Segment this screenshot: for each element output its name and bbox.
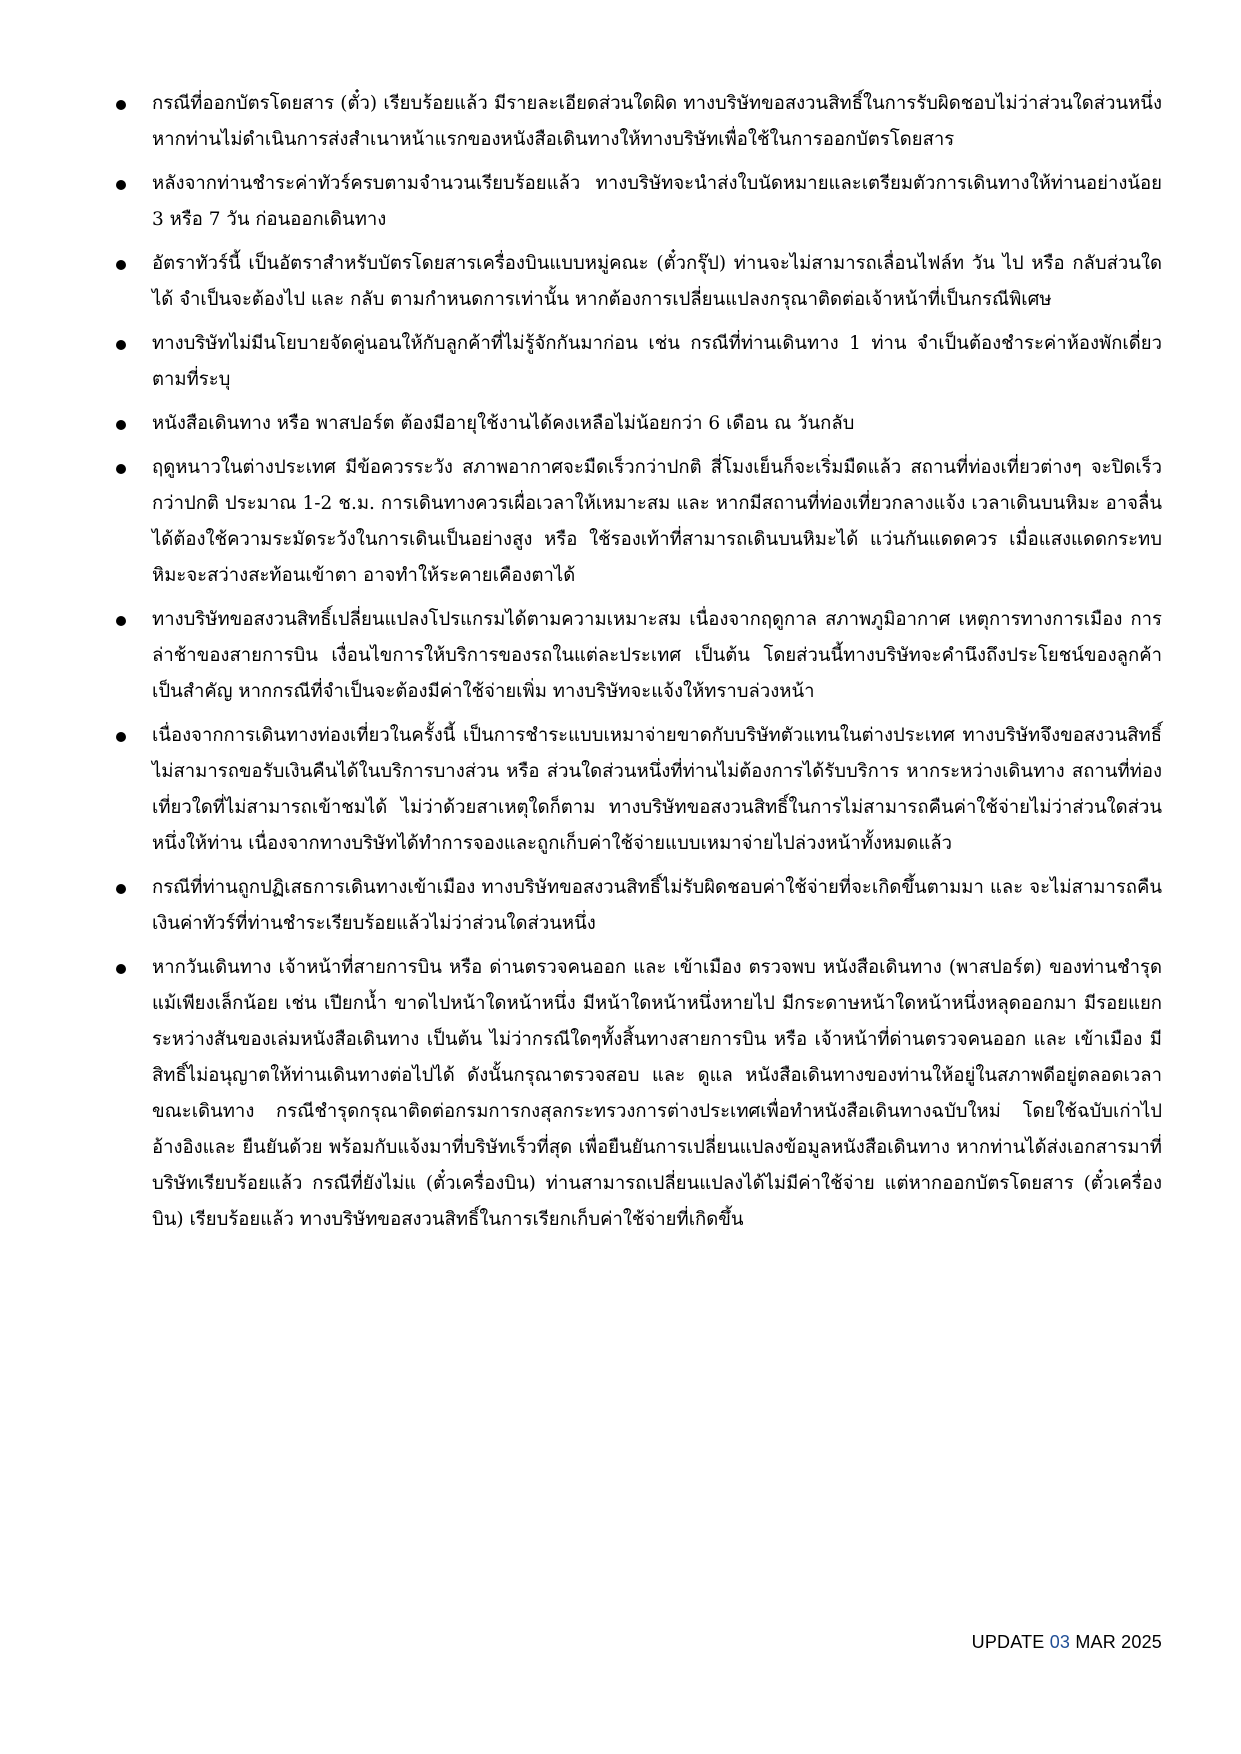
update-day: 03 bbox=[1049, 1632, 1071, 1652]
bullet-icon bbox=[116, 884, 126, 894]
update-suffix: MAR 2025 bbox=[1070, 1632, 1162, 1652]
list-item-text: กรณีที่ออกบัตรโดยสาร (ตั๋ว) เรียบร้อยแล้ว มีรายละเอียดส่วนใดผิด ทางบริษัทขอสงวนสิทธิ์ในการรับผิดชอบไม่ว่าส่วนใดส่วนหนึ่ง หากท่านไม่ดำเนินการส่งสำเนาหน้าแรกของหนังสือเดินทางให้ทางบริษัทเพื่อใช้ในการออกบัตรโดยสาร bbox=[152, 93, 1162, 150]
bullet-icon bbox=[116, 464, 126, 474]
list-item-text: ฤดูหนาวในต่างประเทศ มีข้อควรระวัง สภาพอากาศจะมืดเร็วกว่าปกติ สี่โมงเย็นก็จะเริ่มมืดแล้ว สถานที่ท่องเที่ยวต่างๆ จะปิดเร็วกว่าปกติ ประมาณ 1-2 ช.ม. การเดินทางควรเผื่อเวลาให้เหมาะสม และ หากมีสถานที่ท่องเที่ยวกลางแจ้ง เวลาเดินบนหิมะ อาจลื่นได้ต้องใช้ความระมัดระวังในการเดินเป็นอย่างสูง หรือ ใช้รองเท้าที่สามารถเดินบนหิมะได้ แว่นกันแดดควร เมื่อแสงแดดกระทบหิมะจะสว่างสะท้อนเข้าตา อาจทำให้ระคายเคืองตาได้ bbox=[152, 457, 1162, 586]
bullet-icon bbox=[116, 260, 126, 270]
list-item bbox=[116, 718, 1162, 862]
bullet-icon bbox=[116, 420, 126, 430]
list-item bbox=[116, 406, 1162, 442]
bullet-icon bbox=[116, 100, 126, 110]
update-prefix: UPDATE bbox=[971, 1632, 1050, 1652]
list-item bbox=[116, 86, 1162, 158]
list-item-text: หนังสือเดินทาง หรือ พาสปอร์ต ต้องมีอายุใช้งานได้คงเหลือไม่น้อยกว่า 6 เดือน ณ วันกลับ bbox=[152, 413, 855, 434]
list-item-text: กรณีที่ท่านถูกปฏิเสธการเดินทางเข้าเมือง ทางบริษัทขอสงวนสิทธิ์ไม่รับผิดชอบค่าใช้จ่ายที่จะเกิดขึ้นตามมา และ จะไม่สามารถคืนเงินค่าทัวร์ที่ท่านชำระเรียบร้อยแล้วไม่ว่าส่วนใดส่วนหนึ่ง bbox=[152, 877, 1162, 934]
list-item bbox=[116, 246, 1162, 318]
list-item-text: เนื่องจากการเดินทางท่องเที่ยวในครั้งนี้ เป็นการชำระแบบเหมาจ่ายขาดกับบริษัทตัวแทนในต่างประเทศ ทางบริษัทจึงขอสงวนสิทธิ์ ไม่สามารถขอรับเงินคืนได้ในบริการบางส่วน หรือ ส่วนใดส่วนหนึ่งที่ท่านไม่ต้องการได้รับบริการ หากระหว่างเดินทาง สถานที่ท่องเที่ยวใดที่ไม่สามารถเข้าชมได้ ไม่ว่าด้วยสาเหตุใดก็ตาม ทางบริษัทขอสงวนสิทธิ์ในการไม่สามารถคืนค่าใช้จ่ายไม่ว่าส่วนใดส่วนหนึ่งให้ท่าน เนื่องจากทางบริษัทได้ทำการจองและถูกเก็บค่าใช้จ่ายแบบเหมาจ่ายไปล่วงหน้าทั้งหมดแล้ว bbox=[152, 725, 1162, 854]
list-item-text: อัตราทัวร์นี้ เป็นอัตราสำหรับบัตรโดยสารเครื่องบินแบบหมู่คณะ (ตั๋วกรุ๊ป) ท่านจะไม่สามารถเลื่อนไฟล์ท วัน ไป หรือ กลับส่วนใดได้ จำเป็นจะต้องไป และ กลับ ตามกำหนดการเท่านั้น หากต้องการเปลี่ยนแปลงกรุณาติดต่อเจ้าหน้าที่เป็นกรณีพิเศษ bbox=[152, 253, 1162, 310]
list-item-text: ทางบริษัทขอสงวนสิทธิ์เปลี่ยนแปลงโปรแกรมได้ตามความเหมาะสม เนื่องจากฤดูกาล สภาพภูมิอากาศ เหตุการทางการเมือง การล่าช้าของสายการบิน เงื่อนไขการให้บริการของรถในแต่ละประเทศ เป็นต้น โดยส่วนนี้ทางบริษัทจะคำนึงถึงประโยชน์ของลูกค้าเป็นสำคัญ หากกรณีที่จำเป็นจะต้องมีค่าใช้จ่ายเพิ่ม ทางบริษัทจะแจ้งให้ทราบล่วงหน้า bbox=[152, 609, 1162, 702]
list-item-text: หลังจากท่านชำระค่าทัวร์ครบตามจำนวนเรียบร้อยแล้ว ทางบริษัทจะนำส่งใบนัดหมายและเตรียมตัวการเดินทางให้ท่านอย่างน้อย 3 หรือ 7 วัน ก่อนออกเดินทาง bbox=[152, 173, 1162, 230]
update-footer bbox=[972, 1632, 1162, 1653]
list-item bbox=[116, 166, 1162, 238]
list-item bbox=[116, 602, 1162, 710]
bullet-icon bbox=[116, 616, 126, 626]
terms-list bbox=[116, 86, 1162, 1246]
list-item bbox=[116, 326, 1162, 398]
list-item bbox=[116, 450, 1162, 594]
bullet-icon bbox=[116, 732, 126, 742]
bullet-icon bbox=[116, 180, 126, 190]
list-item bbox=[116, 870, 1162, 942]
list-item bbox=[116, 950, 1162, 1238]
bullet-icon bbox=[116, 340, 126, 350]
list-item-text: หากวันเดินทาง เจ้าหน้าที่สายการบิน หรือ ด่านตรวจคนออก และ เข้าเมือง ตรวจพบ หนังสือเดินทาง (พาสปอร์ต) ของท่านชำรุดแม้เพียงเล็กน้อย เช่น เปียกน้ำ ขาดไปหน้าใดหน้าหนึ่ง มีหน้าใดหน้าหนึ่งหายไป มีกระดาษหน้าใดหน้าหนึ่งหลุดออกมา มีรอยแยกระหว่างสันของเล่มหนังสือเดินทาง เป็นต้น ไม่ว่ากรณีใดๆทั้งสิ้นทางสายการบิน หรือ เจ้าหน้าที่ด่านตรวจคนออก และ เข้าเมือง มีสิทธิ์ไม่อนุญาตให้ท่านเดินทางต่อไปได้ ดังนั้นกรุณาตรวจสอบ และ ดูแล หนังสือเดินทางของท่านให้อยู่ในสภาพดีอยู่ตลอดเวลา ขณะเดินทาง กรณีชำรุดกรุณาติดต่อกรมการกงสุลกระทรวงการต่างประเทศเพื่อทำหนังสือเดินทางฉบับใหม่ โดยใช้ฉบับเก่าไปอ้างอิงและ ยืนยันด้วย พร้อมกับแจ้งมาที่บริษัทเร็วที่สุด เพื่อยืนยันการเปลี่ยนแปลงข้อมูลหนังสือเดินทาง หากท่านได้ส่งเอกสารมาที่บริษัทเรียบร้อยแล้ว กรณีที่ยังไม่แ (ตั๋วเครื่องบิน) ท่านสามารถเปลี่ยนแปลงได้ไม่มีค่าใช้จ่าย แต่หากออกบัตรโดยสาร (ตั๋วเครื่องบิน) เรียบร้อยแล้ว ทางบริษัทขอสงวนสิทธิ์ในการเรียกเก็บค่าใช้จ่ายที่เกิดขึ้น bbox=[152, 957, 1162, 1230]
bullet-icon bbox=[116, 964, 126, 974]
list-item-text: ทางบริษัทไม่มีนโยบายจัดคู่นอนให้กับลูกค้าที่ไม่รู้จักกันมาก่อน เช่น กรณีที่ท่านเดินทาง 1 ท่าน จำเป็นต้องชำระค่าห้องพักเดี่ยวตามที่ระบุ bbox=[152, 333, 1162, 390]
